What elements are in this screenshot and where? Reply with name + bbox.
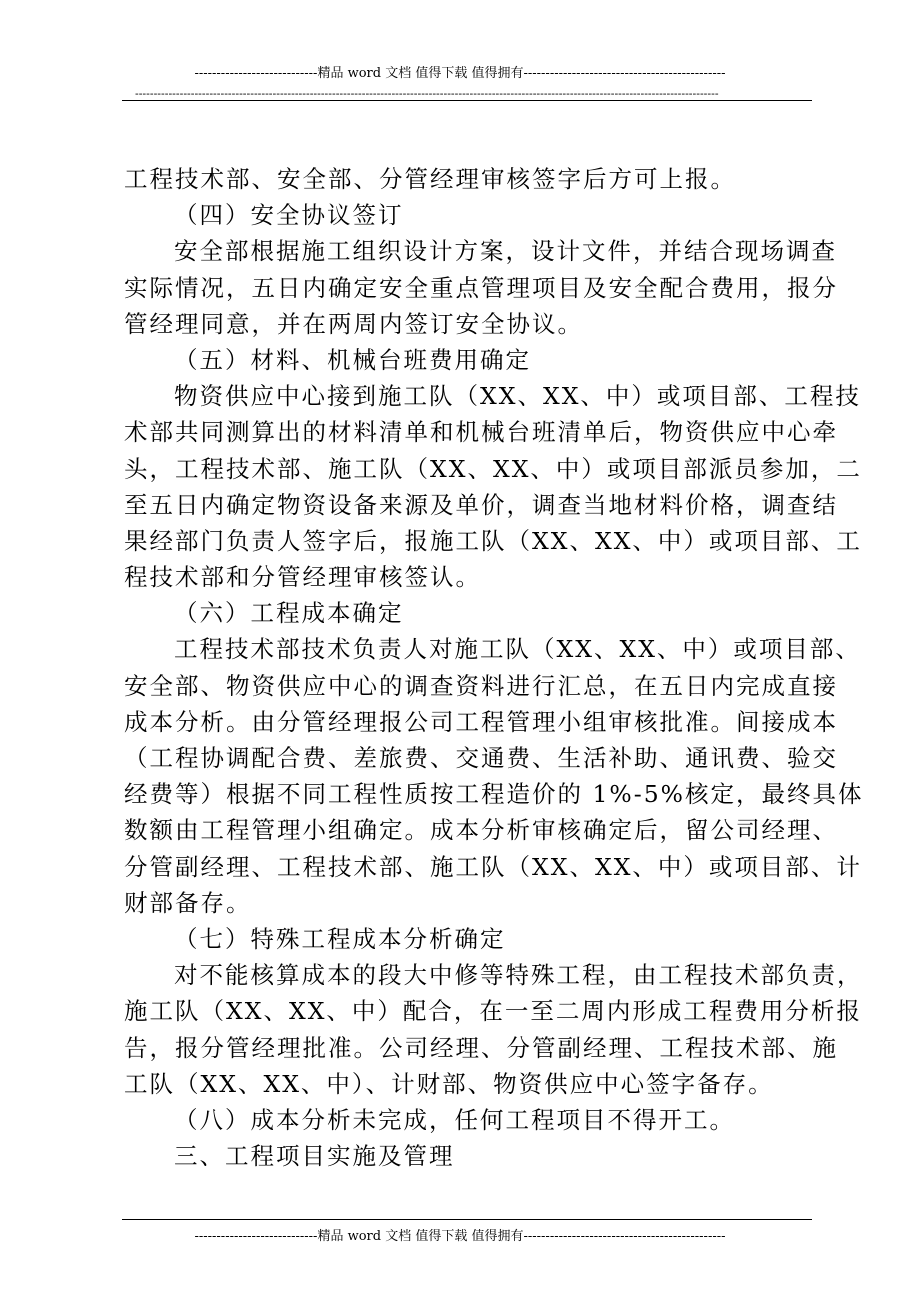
paragraph-line: 物资供应中心接到施工队（XX、XX、中）或项目部、工程技 [174, 382, 861, 411]
paragraph-line: 施工队（XX、XX、中）配合，在一至二周内形成工程费用分析报 [124, 997, 862, 1026]
paragraph-line: 程技术部和分管经理审核签认。 [124, 563, 481, 592]
paragraph-line: 头，工程技术部、施工队（XX、XX、中）或项目部派员参加，二 [124, 454, 862, 483]
paragraph-line: 安全部、物资供应中心的调查资料进行汇总，在五日内完成直接 [124, 671, 838, 700]
document-body [124, 161, 864, 1174]
footer-rule [122, 1219, 812, 1220]
header-text: ----------------------------精品 word 文档 值得下载 值得拥有---------------------------------------------- [194, 66, 726, 81]
paragraph-line: （七）特殊工程成本分析确定 [174, 924, 506, 953]
footer-text: ----------------------------精品 word 文档 值得下载 值得拥有---------------------------------------------- [194, 1229, 726, 1244]
paragraph-line: 成本分析。由分管经理报公司工程管理小组审核批准。间接成本 [124, 707, 838, 736]
paragraph-line: 实际情况，五日内确定安全重点管理项目及安全配合费用，报分 [124, 273, 838, 302]
paragraph-line: 工程技术部、安全部、分管经理审核签字后方可上报。 [124, 165, 736, 193]
paragraph-line: 工程技术部技术负责人对施工队（XX、XX、中）或项目部、 [174, 635, 861, 664]
paragraph-line: 财部备存。 [124, 888, 252, 917]
header-rule [122, 100, 812, 101]
paragraph-line: 分管副经理、工程技术部、施工队（XX、XX、中）或项目部、计 [124, 852, 862, 881]
header-dash-line: ------------------------------------------------------------------------------------------------------------------------------------------------------------- [135, 88, 719, 100]
paragraph-line: （工程协调配合费、差旅费、交通费、生活补助、通讯费、验交 [124, 744, 838, 772]
paragraph-line: 工队（XX、XX、中）、计财部、物资供应中心签字备存。 [124, 1069, 774, 1098]
paragraph-line: 数额由工程管理小组确定。成本分析审核确定后，留公司经理、 [124, 816, 838, 845]
paragraph-line: 告，报分管经理批准。公司经理、分管副经理、工程技术部、施 [124, 1033, 838, 1062]
paragraph-line: 对不能核算成本的段大中修等特殊工程，由工程技术部负责， [174, 961, 863, 990]
paragraph-line: 三、工程项目实施及管理 [174, 1142, 455, 1171]
paragraph-line: 至五日内确定物资设备来源及单价，调查当地材料价格，调查结 [124, 490, 838, 519]
paragraph-line: （四）安全协议签订 [174, 201, 404, 230]
paragraph-line: （六）工程成本确定 [174, 599, 404, 628]
paragraph-line: （五）材料、机械台班费用确定 [174, 345, 531, 374]
paragraph-line: 果经部门负责人签字后，报施工队（XX、XX、中）或项目部、工 [124, 526, 862, 555]
paragraph-line: （八）成本分析未完成，任何工程项目不得开工。 [174, 1105, 735, 1134]
paragraph-line: 管经理同意，并在两周内签订安全协议。 [124, 309, 583, 338]
paragraph-line: 经费等）根据不同工程性质按工程造价的 1%-5%核定，最终具体 [124, 780, 864, 809]
paragraph-line: 术部共同测算出的材料清单和机械台班清单后，物资供应中心牵 [124, 418, 838, 447]
paragraph-line: 安全部根据施工组织设计方案，设计文件，并结合现场调查 [174, 237, 837, 266]
